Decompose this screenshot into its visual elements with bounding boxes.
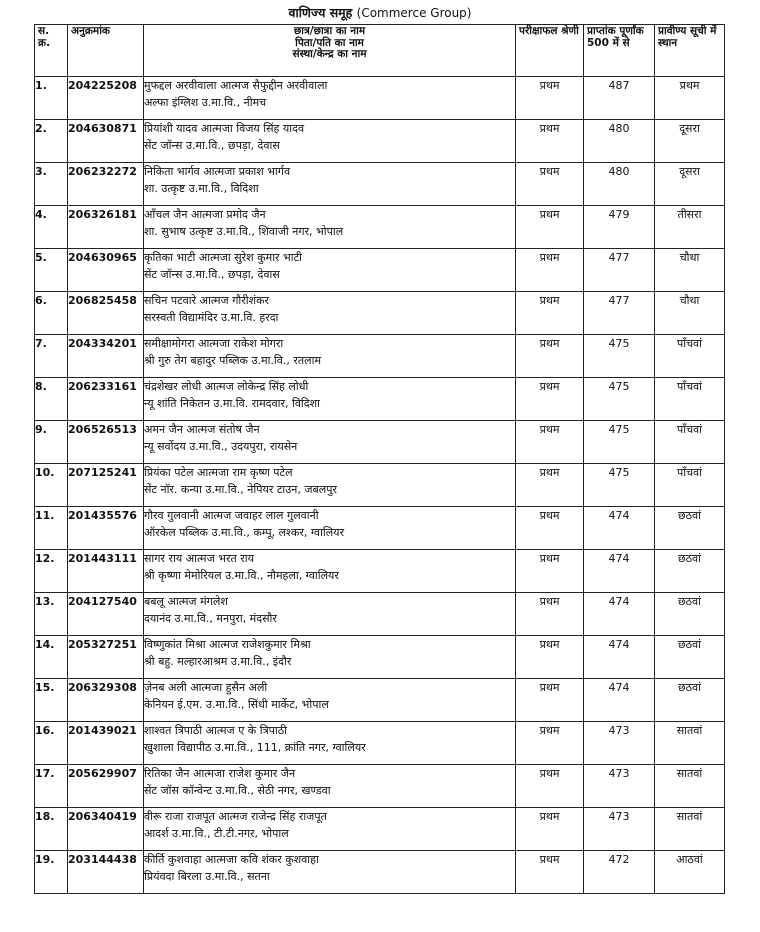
cell-marks: 474 <box>584 507 655 550</box>
student-and-parent-name: सचिन पटवारे आत्मज गौरीशंकर <box>144 294 270 307</box>
title-hindi: वाणिज्य समूह <box>288 5 353 20</box>
school-name: सेंट जॉस कॉन्वेन्ट उ.मा.वि., सेठी नगर, खण्डवा <box>144 784 331 797</box>
header-student-name: छात्र/छात्रा का नाम <box>293 25 366 37</box>
student-and-parent-name: निकिता भार्गव आत्मजा प्रकाश भार्गव <box>144 165 291 178</box>
cell-merit-rank: छठवां <box>655 550 725 593</box>
student-and-parent-name: कीर्ति कुशवाहा आत्मजा कवि शंकर कुशवाहा <box>144 853 319 866</box>
student-and-parent-name: प्रियांशी यादव आत्मजा विजय सिंह यादव <box>144 122 305 135</box>
cell-merit-rank: चौथा <box>655 292 725 335</box>
cell-marks: 477 <box>584 249 655 292</box>
cell-student-details <box>144 765 516 808</box>
cell-marks: 475 <box>584 378 655 421</box>
cell-merit-rank: छठवां <box>655 636 725 679</box>
cell-roll-number: 206526513 <box>68 421 144 464</box>
cell-sno: 12. <box>35 550 68 593</box>
cell-roll-number: 205629907 <box>68 765 144 808</box>
cell-division: प्रथम <box>516 679 584 722</box>
cell-sno: 2. <box>35 120 68 163</box>
student-and-parent-name: सागर राय आत्मज भरत राय <box>144 552 254 565</box>
cell-student-details <box>144 335 516 378</box>
cell-roll-number: 206825458 <box>68 292 144 335</box>
cell-marks: 473 <box>584 722 655 765</box>
cell-sno: 11. <box>35 507 68 550</box>
header-name <box>144 25 516 77</box>
cell-roll-number: 204630871 <box>68 120 144 163</box>
table-row <box>35 163 725 206</box>
table-row <box>35 507 725 550</box>
school-name: सरस्वती विद्यामंदिर उ.मा.वि. हरदा <box>144 311 279 324</box>
cell-student-details <box>144 292 516 335</box>
school-name: सेंट नॉर. कन्या उ.मा.वि., नेपियर टाउन, जबलपुर <box>144 483 337 496</box>
cell-roll-number: 204127540 <box>68 593 144 636</box>
cell-division: प्रथम <box>516 636 584 679</box>
header-marks: प्राप्तांक पूर्णांक 500 में से <box>584 25 655 77</box>
cell-merit-rank: प्रथम <box>655 77 725 120</box>
cell-marks: 474 <box>584 550 655 593</box>
cell-marks: 475 <box>584 464 655 507</box>
cell-merit-rank: पाँचवां <box>655 464 725 507</box>
cell-student-details <box>144 464 516 507</box>
student-and-parent-name: प्रियंका पटेल आत्मजा राम कृष्ण पटेल <box>144 466 293 479</box>
student-and-parent-name: शाश्वत त्रिपाठी आत्मज ए के त्रिपाठी <box>144 724 287 737</box>
cell-merit-rank: पाँचवां <box>655 378 725 421</box>
cell-roll-number: 204225208 <box>68 77 144 120</box>
table-row <box>35 550 725 593</box>
cell-marks: 480 <box>584 163 655 206</box>
student-and-parent-name: समीक्षामोगरा आत्मजा राकेश मोगरा <box>144 337 284 350</box>
cell-division: प्रथम <box>516 249 584 292</box>
cell-roll-number: 201443111 <box>68 550 144 593</box>
school-name: न्यू सर्वोदय उ.मा.वि., उदयपुरा, रायसेन <box>144 440 298 453</box>
cell-roll-number: 205327251 <box>68 636 144 679</box>
table-row <box>35 292 725 335</box>
student-and-parent-name: रितिका जैन आत्मजा राजेश कुमार जैन <box>144 767 296 780</box>
cell-sno: 6. <box>35 292 68 335</box>
school-name: शा. उत्कृष्ट उ.मा.वि., विदिशा <box>144 182 259 195</box>
table-row <box>35 765 725 808</box>
school-name: श्री बहु. मल्हारआश्रम उ.मा.वि., इंदौर <box>144 655 292 668</box>
table-row <box>35 120 725 163</box>
school-name: केनियन ई.एम. उ.मा.वि., सिंधी मार्केट, भोपाल <box>144 698 329 711</box>
table-body <box>35 77 725 894</box>
student-and-parent-name: मुफद्दल अरवीवाला आत्मज सैफुद्दीन अरवीवाला <box>144 79 328 92</box>
table-row <box>35 722 725 765</box>
school-name: अल्फा इंग्लिश उ.मा.वि., नीमच <box>144 96 267 109</box>
cell-student-details <box>144 593 516 636</box>
school-name: श्री गुरु तेग बहादुर पब्लिक उ.मा.वि., रतलाम <box>144 354 322 367</box>
cell-merit-rank: छठवां <box>655 507 725 550</box>
cell-marks: 472 <box>584 851 655 894</box>
cell-sno: 10. <box>35 464 68 507</box>
cell-division: प्रथम <box>516 335 584 378</box>
cell-marks: 475 <box>584 335 655 378</box>
school-name: सेंट जॉन्स उ.मा.वि., छपड़ा, देवास <box>144 268 280 281</box>
cell-roll-number: 204630965 <box>68 249 144 292</box>
cell-sno: 1. <box>35 77 68 120</box>
school-name: सेंट जॉन्स उ.मा.वि., छपड़ा, देवास <box>144 139 280 152</box>
student-and-parent-name: चंद्रशेखर लोधी आत्मज लोकेन्द्र सिंह लोधी <box>144 380 309 393</box>
cell-roll-number: 206329308 <box>68 679 144 722</box>
cell-student-details <box>144 550 516 593</box>
cell-roll-number: 206340419 <box>68 808 144 851</box>
table-row <box>35 464 725 507</box>
student-and-parent-name: गौरव गुलवानी आत्मज जवाहर लाल गुलवानी <box>144 509 319 522</box>
table-row <box>35 593 725 636</box>
cell-merit-rank: तीसरा <box>655 206 725 249</box>
cell-student-details <box>144 808 516 851</box>
header-school-name: संस्था/केन्द्र का नाम <box>292 48 367 60</box>
cell-merit-rank: पाँचवां <box>655 335 725 378</box>
cell-student-details <box>144 507 516 550</box>
cell-roll-number: 206326181 <box>68 206 144 249</box>
school-name: खुशाला विद्यापीठ उ.मा.वि., 111, क्रांति नगर, ग्वालियर <box>144 741 366 754</box>
table-row <box>35 808 725 851</box>
cell-student-details <box>144 679 516 722</box>
cell-student-details <box>144 163 516 206</box>
cell-division: प्रथम <box>516 550 584 593</box>
table-row <box>35 378 725 421</box>
cell-student-details <box>144 249 516 292</box>
cell-marks: 474 <box>584 593 655 636</box>
student-and-parent-name: वीरू राजा राजपूत आत्मज राजेन्द्र सिंह राजपूत <box>144 810 327 823</box>
cell-roll-number: 201435576 <box>68 507 144 550</box>
student-and-parent-name: आँचल जैन आत्मजा प्रमोद जैन <box>144 208 266 221</box>
cell-marks: 473 <box>584 765 655 808</box>
school-name: आदर्श उ.मा.वि., टी.टी.नगर, भोपाल <box>144 827 289 840</box>
document-title <box>0 4 760 22</box>
cell-roll-number: 206233161 <box>68 378 144 421</box>
cell-sno: 19. <box>35 851 68 894</box>
school-name: श्री कृष्णा मेमोरियल उ.मा.वि., नौमहला, ग्वालियर <box>144 569 339 582</box>
school-name: शा. सुभाष उत्कृष्ट उ.मा.वि., शिवाजी नगर, भोपाल <box>144 225 344 238</box>
cell-division: प्रथम <box>516 378 584 421</box>
cell-marks: 475 <box>584 421 655 464</box>
header-sno: स. क्र. <box>35 25 68 77</box>
cell-merit-rank: आठवां <box>655 851 725 894</box>
table-row <box>35 249 725 292</box>
cell-merit-rank: छठवां <box>655 593 725 636</box>
cell-roll-number: 206232272 <box>68 163 144 206</box>
cell-division: प्रथम <box>516 507 584 550</box>
cell-sno: 3. <box>35 163 68 206</box>
cell-division: प्रथम <box>516 722 584 765</box>
school-name: दयानंद उ.मा.वि., मनपुरा, मंदसौर <box>144 612 277 625</box>
cell-division: प्रथम <box>516 163 584 206</box>
cell-sno: 9. <box>35 421 68 464</box>
cell-sno: 17. <box>35 765 68 808</box>
table-header-row <box>35 25 725 77</box>
cell-division: प्रथम <box>516 464 584 507</box>
cell-marks: 477 <box>584 292 655 335</box>
cell-merit-rank: चौथा <box>655 249 725 292</box>
school-name: ऑरकेल पब्लिक उ.मा.वि., कम्पू, लश्कर, ग्वालियर <box>144 526 345 539</box>
cell-roll-number: 201439021 <box>68 722 144 765</box>
table-row <box>35 851 725 894</box>
cell-roll-number: 204334201 <box>68 335 144 378</box>
cell-roll-number: 203144438 <box>68 851 144 894</box>
cell-division: प्रथम <box>516 77 584 120</box>
cell-student-details <box>144 851 516 894</box>
cell-merit-rank: पाँचवां <box>655 421 725 464</box>
cell-marks: 480 <box>584 120 655 163</box>
cell-merit-rank: दूसरा <box>655 163 725 206</box>
school-name: प्रियंवदा बिरला उ.मा.वि., सतना <box>144 870 270 883</box>
title-english: (Commerce Group) <box>356 6 472 20</box>
cell-division: प्रथम <box>516 421 584 464</box>
cell-division: प्रथम <box>516 808 584 851</box>
cell-marks: 473 <box>584 808 655 851</box>
cell-student-details <box>144 722 516 765</box>
cell-marks: 474 <box>584 679 655 722</box>
table-row <box>35 421 725 464</box>
cell-division: प्रथम <box>516 765 584 808</box>
table-row <box>35 206 725 249</box>
cell-sno: 15. <box>35 679 68 722</box>
cell-student-details <box>144 120 516 163</box>
cell-sno: 14. <box>35 636 68 679</box>
cell-merit-rank: सातवां <box>655 722 725 765</box>
cell-division: प्रथम <box>516 206 584 249</box>
cell-student-details <box>144 77 516 120</box>
cell-student-details <box>144 421 516 464</box>
cell-sno: 7. <box>35 335 68 378</box>
cell-student-details <box>144 636 516 679</box>
cell-division: प्रथम <box>516 593 584 636</box>
cell-merit-rank: सातवां <box>655 765 725 808</box>
cell-merit-rank: छठवां <box>655 679 725 722</box>
table-row <box>35 335 725 378</box>
header-parent-name: पिता/पति का नाम <box>295 36 364 49</box>
header-division: परीक्षाफल श्रेणी <box>516 25 584 77</box>
table-row <box>35 636 725 679</box>
cell-marks: 487 <box>584 77 655 120</box>
cell-student-details <box>144 378 516 421</box>
cell-roll-number: 207125241 <box>68 464 144 507</box>
merit-list-table <box>34 24 725 894</box>
student-and-parent-name: बबलू आत्मज मंगलेश <box>144 595 228 608</box>
cell-sno: 5. <box>35 249 68 292</box>
header-roll-number: अनुक्रमांक <box>68 25 144 77</box>
school-name: न्यू शांति निकेतन उ.मा.वि. रामदवार, विदिशा <box>144 397 320 410</box>
student-and-parent-name: विष्णुकांत मिश्रा आत्मज राजेशकुमार मिश्रा <box>144 638 311 651</box>
student-and-parent-name: अमन जैन आत्मज संतोष जैन <box>144 423 260 436</box>
table-row <box>35 679 725 722</box>
cell-sno: 18. <box>35 808 68 851</box>
cell-division: प्रथम <box>516 851 584 894</box>
cell-sno: 16. <box>35 722 68 765</box>
cell-division: प्रथम <box>516 292 584 335</box>
table-row <box>35 77 725 120</box>
cell-sno: 8. <box>35 378 68 421</box>
cell-sno: 4. <box>35 206 68 249</box>
cell-marks: 474 <box>584 636 655 679</box>
cell-merit-rank: दूसरा <box>655 120 725 163</box>
cell-marks: 479 <box>584 206 655 249</box>
cell-sno: 13. <box>35 593 68 636</box>
header-merit-rank: प्रावीण्य सूची में स्थान <box>655 25 725 77</box>
student-and-parent-name: कृतिका भाटी आत्मजा सुरेश कुमार भाटी <box>144 251 303 264</box>
cell-student-details <box>144 206 516 249</box>
cell-division: प्रथम <box>516 120 584 163</box>
cell-merit-rank: सातवां <box>655 808 725 851</box>
student-and-parent-name: ज़ेनब अली आत्मजा हुसैन अली <box>144 681 268 694</box>
